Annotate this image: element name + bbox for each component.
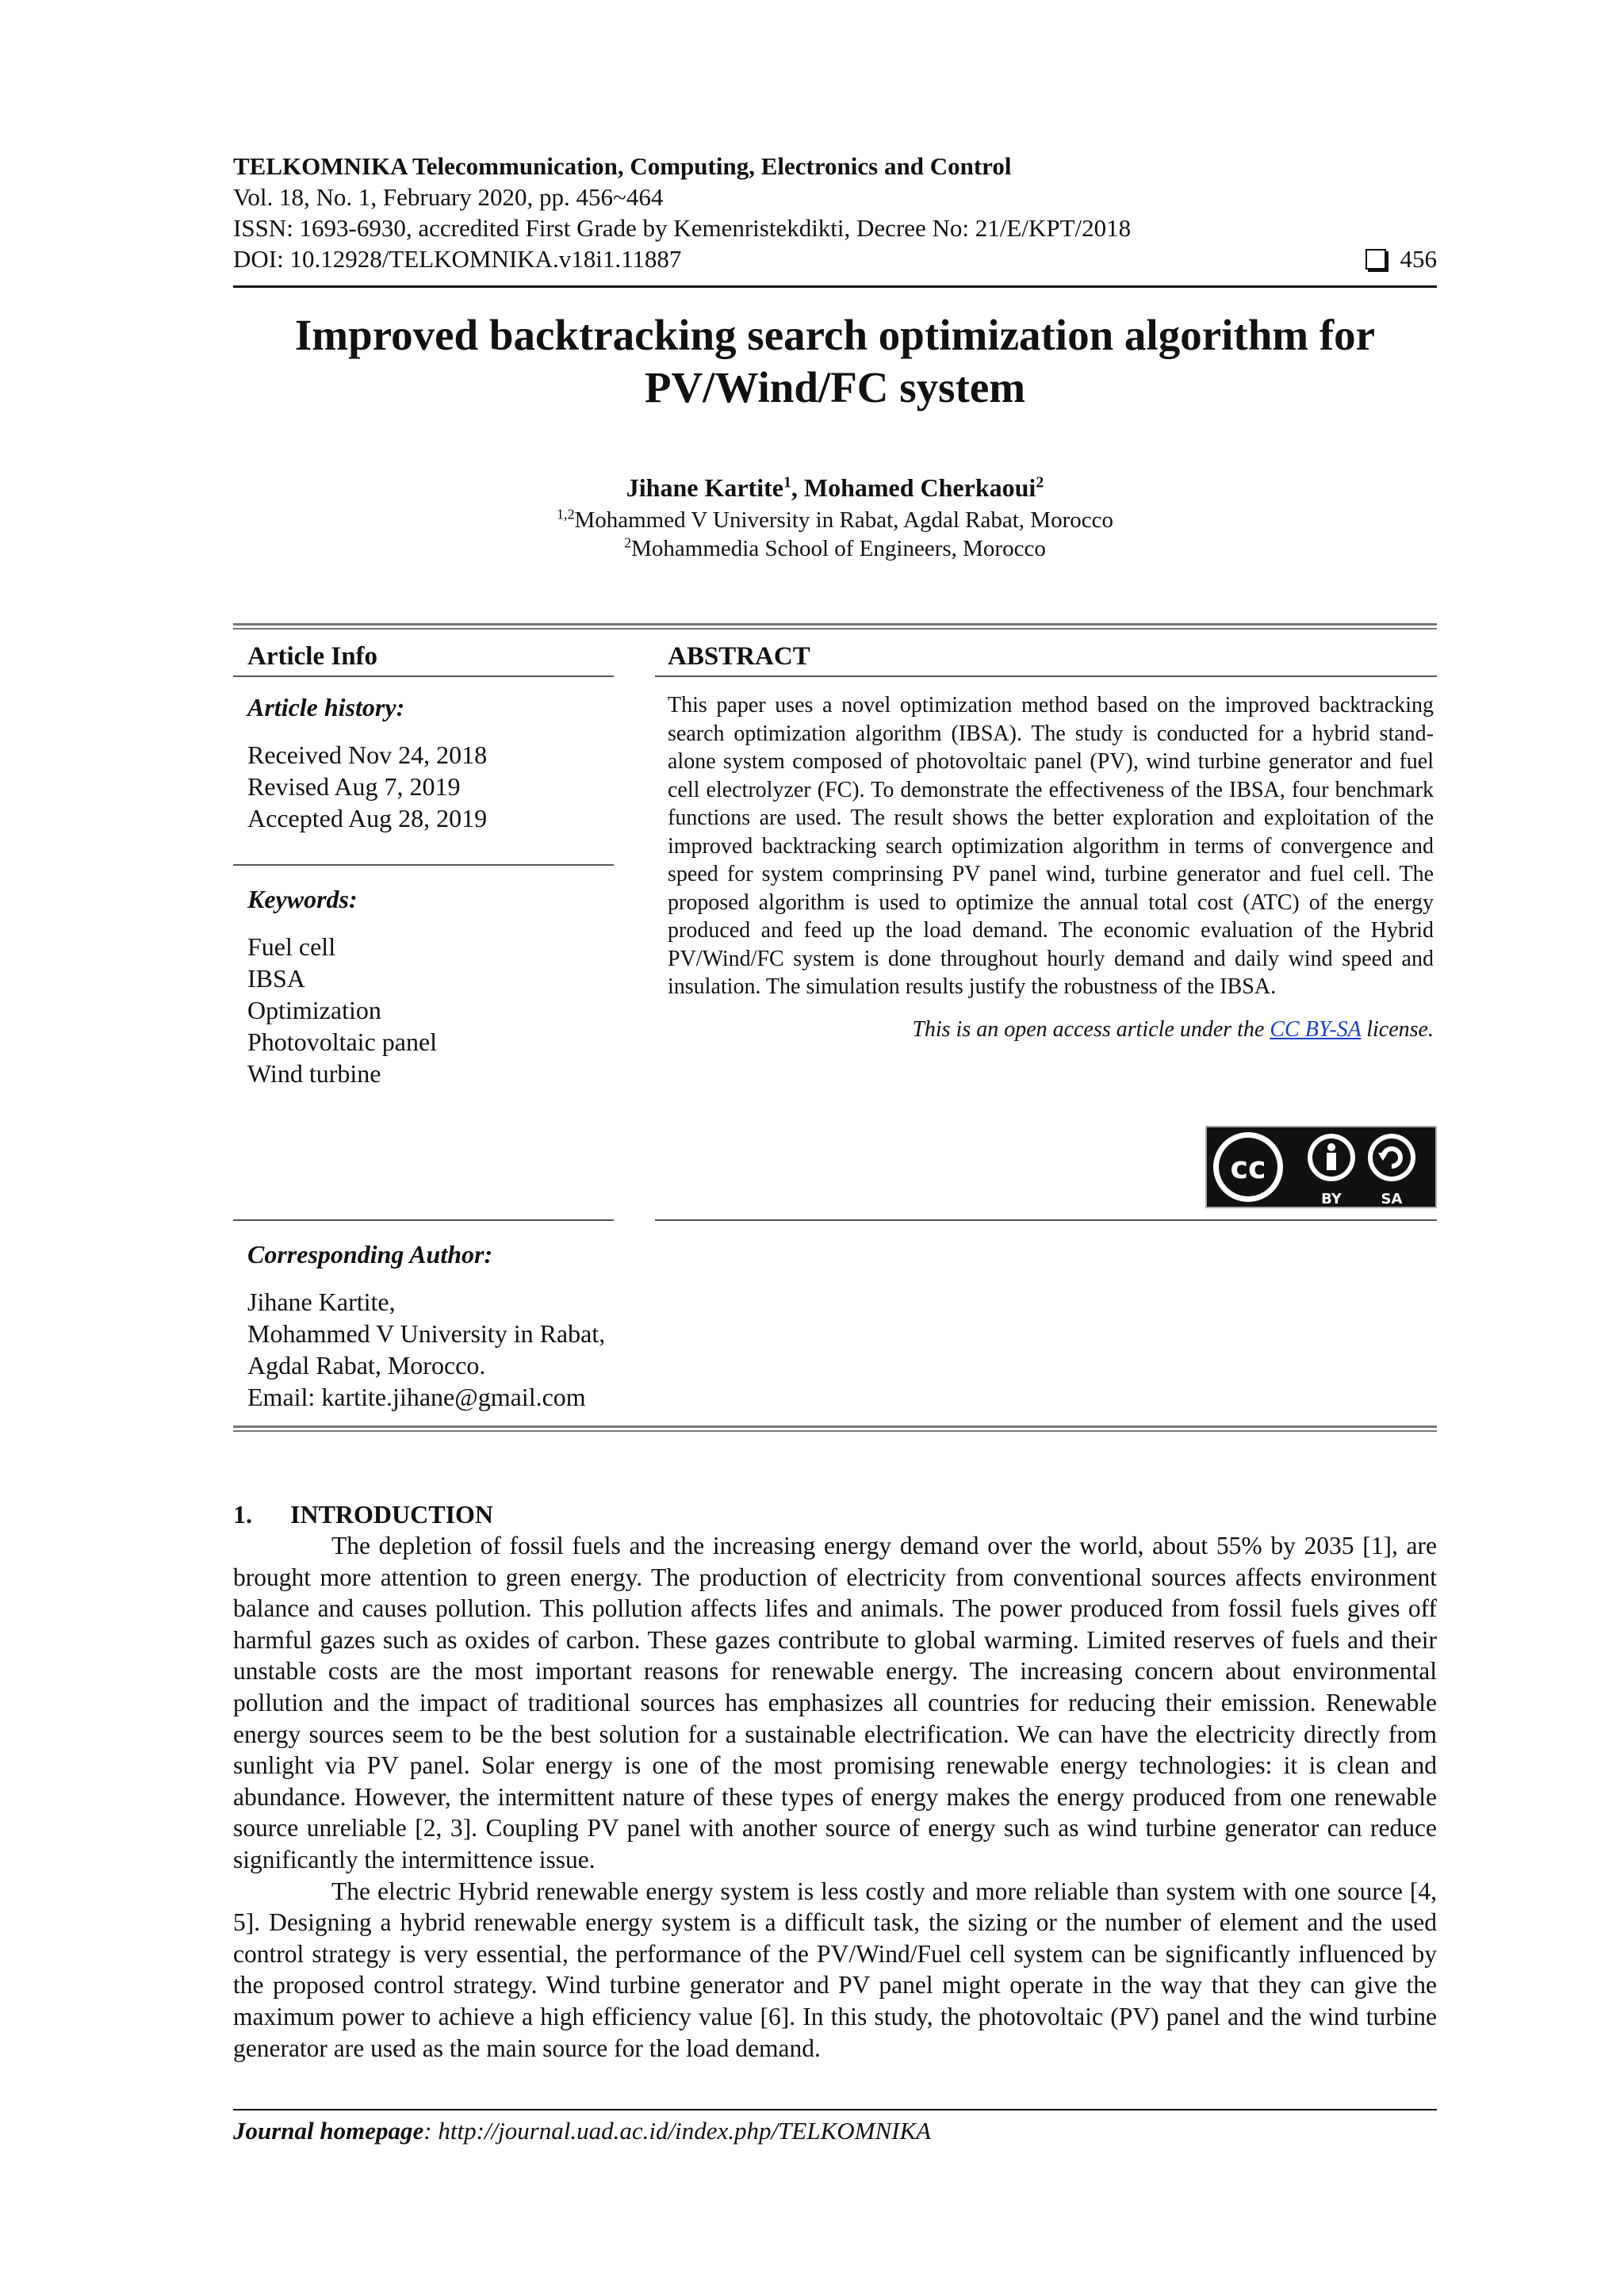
article-info-heading-block (247, 641, 612, 672)
body-paragraph: The depletion of fossil fuels and the increasing energy demand over the world, about 55% by 2035 [1], are brought more attention to green energy. The production of electricity from conventional sources affects environment balance and causes pollution. This pollution affects lifes and animals. The power produced from fossil fuels gives off harmful gazes such as oxides of carbon. These gazes contribute to global warming. Limited reserves of fuels and their unstable costs are the most important reasons for renewable energy. The increasing concern about environmental pollution and the impact of traditional sources has emphasizes all countries for reducing their emission. Renewable energy sources seem to be the best solution for a sustainable electrification. We can have the electricity directly from sunlight via PV panel. Solar energy is one of the most promising renewable energy technologies: it is clean and abundance. However, the intermittent nature of these types of energy makes the energy produced from one renewable source unreliable [2, 3]. Coupling PV panel with another source of energy such as wind turbine generator can reduce significantly the intermittence issue. (233, 1532, 1437, 1873)
keywords-heading: Keywords: (247, 885, 358, 913)
title-line-2: PV/Wind/FC system (644, 363, 1026, 411)
abstract-bottom-rule (655, 1219, 1437, 1221)
affiliation-text: Mohammed V University in Rabat, Agdal Rabat, Morocco (574, 507, 1113, 533)
corresponding-details (247, 1286, 612, 1413)
keywords-list (247, 931, 612, 1089)
section-number: 1. (233, 1500, 252, 1529)
body-paragraph: The electric Hybrid renewable energy system is less costly and more reliable than system with one source [4, 5]. Designing a hybrid renewable energy system is a difficult task, the sizing or the number of element and the used control strategy is very essential, the performance of the PV/Wind/Fuel cell system can be significantly influenced by the proposed control strategy. Wind turbine generator and PV panel might operate in the way that they can give the maximum power to achieve a high efficiency value [6]. In this study, the photovoltaic (PV) panel and the wind turbine generator are used as the main source for the load demand. (233, 1877, 1437, 2062)
history-item: Received Nov 24, 2018 (247, 740, 488, 769)
keywords-block (247, 883, 612, 1089)
journal-issn: ISSN: 1693-6930, accredited First Grade by Kemenristekdikti, Decree No: 21/E/KPT/2018 (233, 214, 1132, 242)
footer-rule (233, 2109, 1437, 2110)
info-table-bottom-rule (233, 1425, 1437, 1432)
footer-url[interactable]: : http://journal.uad.ac.id/index.php/TELKOMNIKA (423, 2117, 932, 2145)
history-item: Revised Aug 7, 2019 (247, 772, 461, 801)
abstract-body (668, 691, 1434, 1044)
journal-footer (233, 2115, 931, 2147)
section-title: INTRODUCTION (290, 1500, 494, 1529)
article-history-list (247, 739, 612, 834)
journal-name: TELKOMNIKA Telecommunication, Computing, Electronics and Control (233, 152, 1012, 180)
journal-volume: Vol. 18, No. 1, February 2020, pp. 456~464 (233, 183, 664, 211)
journal-doi: DOI: 10.12928/TELKOMNIKA.v18i1.11887 (233, 245, 682, 273)
header-rule (233, 285, 1437, 288)
corresponding-line: Agdal Rabat, Morocco. (247, 1351, 486, 1380)
abstract-heading-block (668, 641, 1434, 672)
badge-by-label: BY (1321, 1191, 1342, 1207)
corresponding-author-block (247, 1238, 612, 1413)
history-item: Accepted Aug 28, 2019 (247, 804, 488, 832)
introduction-body (233, 1530, 1437, 2064)
cc-by-sa-link[interactable]: CC BY-SA (1270, 1016, 1362, 1042)
paper-title (233, 309, 1437, 414)
page-number: 456 (1400, 245, 1437, 273)
keyword-item: Optimization (247, 996, 381, 1024)
affiliation-sup: 2 (624, 534, 632, 551)
author-list (233, 473, 1437, 503)
article-history (247, 691, 612, 834)
corresponding-line: Jihane Kartite, (247, 1288, 396, 1316)
abstract-heading: ABSTRACT (668, 642, 810, 671)
corresponding-email: Email: kartite.jihane@gmail.com (247, 1383, 586, 1411)
square-bullet-icon (1365, 249, 1386, 270)
cc-by-sa-badge-icon[interactable] (1205, 1126, 1437, 1208)
badge-sa-label: SA (1381, 1191, 1403, 1207)
license-suffix: license. (1361, 1016, 1434, 1042)
keyword-item: IBSA (247, 964, 305, 993)
author-name: Jihane Kartite (626, 473, 783, 502)
abstract-rule (655, 675, 1437, 677)
license-prefix: This is an open access article under the (912, 1016, 1270, 1042)
page-number-block (1365, 243, 1438, 274)
keyword-item: Wind turbine (247, 1059, 381, 1088)
corresponding-heading: Corresponding Author: (247, 1240, 493, 1269)
author-sup: 1 (783, 473, 791, 492)
article-info-heading: Article Info (247, 642, 378, 671)
affiliation-sup: 1,2 (557, 506, 575, 522)
article-history-heading: Article history: (247, 693, 405, 721)
journal-header (233, 151, 1437, 274)
license-line (668, 1016, 1434, 1044)
author-separator: , (791, 473, 804, 502)
section-heading (233, 1498, 493, 1530)
author-name: Mohamed Cherkaoui (803, 473, 1036, 502)
affiliation-2 (233, 534, 1437, 563)
cc-badge-text: cc (1230, 1150, 1266, 1185)
author-sup: 2 (1036, 473, 1044, 492)
article-info-rule (233, 675, 614, 677)
corresponding-rule (233, 1219, 614, 1221)
affiliation-1 (233, 506, 1437, 534)
info-table-top-rule (233, 623, 1437, 629)
abstract-text: This paper uses a novel optimization method based on the improved backtracking search optimization algorithm (IBSA). The study is conducted for a hybrid stand-alone system composed of photovoltaic panel (PV), wind turbine generator and fuel cell electrolyzer (FC). To demonstrate the effectiveness of the IBSA, four benchmark functions are used. The result shows the better exploration and exploitation of the improved backtracking search optimization algorithm in terms of convergence and speed for system comprinsing PV panel wind, turbine generator and fuel cell. The proposed algorithm is used to optimize the annual total cost (ATC) of the energy produced and feed up the load demand. The economic evaluation of the Hybrid PV/Wind/FC system is done throughout hourly demand and daily wind speed and insulation. The simulation results justify the robustness of the IBSA. (668, 693, 1434, 999)
title-line-1: Improved backtracking search optimization algorithm for (294, 311, 1376, 359)
keyword-item: Photovoltaic panel (247, 1027, 438, 1056)
keywords-rule (233, 864, 614, 866)
keyword-item: Fuel cell (247, 932, 336, 961)
affiliation-text: Mohammedia School of Engineers, Morocco (631, 536, 1046, 561)
corresponding-line: Mohammed V University in Rabat, (247, 1319, 606, 1348)
footer-label: Journal homepage (233, 2117, 424, 2145)
